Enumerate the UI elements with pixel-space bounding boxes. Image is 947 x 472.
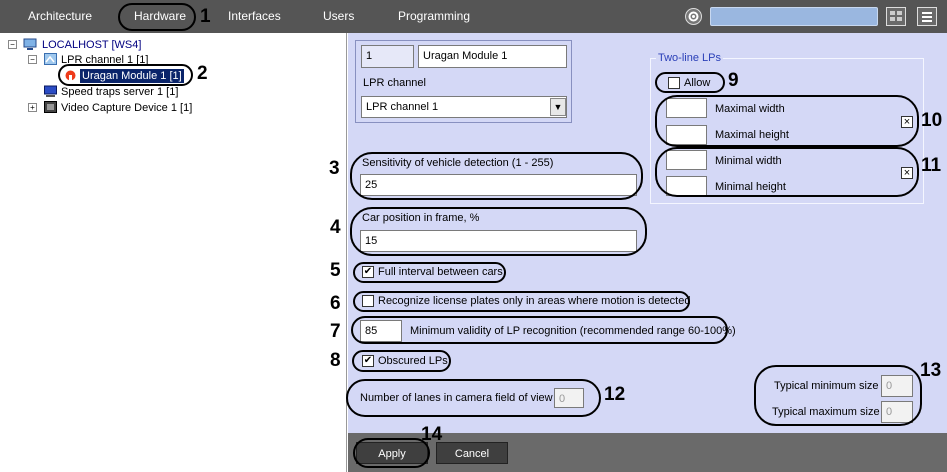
callout-number-9: 9 xyxy=(728,70,739,91)
chevron-down-icon[interactable]: ▼ xyxy=(550,98,566,116)
tab-architecture[interactable]: Architecture xyxy=(28,9,93,23)
tree-node-lpr-channel[interactable]: LPR channel 1 [1] xyxy=(61,54,149,66)
callout-ring-13 xyxy=(754,365,922,426)
min-height-label: Minimal height xyxy=(715,181,786,193)
lpr-channel-label: LPR channel xyxy=(363,77,426,89)
callout-ring-7 xyxy=(351,316,728,344)
collapse-lpr-icon[interactable]: − xyxy=(28,55,37,64)
tab-hardware[interactable]: Hardware xyxy=(134,9,187,23)
cancel-button[interactable]: Cancel xyxy=(436,442,508,464)
apply-button[interactable]: Apply xyxy=(356,442,428,464)
min-width-label: Minimal width xyxy=(715,155,782,167)
sensitivity-label: Sensitivity of vehicle detection (1 - 255) xyxy=(362,157,554,169)
callout-ring-9 xyxy=(655,72,725,93)
module-id-field: 1 xyxy=(361,45,414,68)
callout-ring-10 xyxy=(655,95,919,147)
two-line-lps-title: Two-line LPs xyxy=(658,52,721,64)
callout-ring-2 xyxy=(58,64,193,86)
callout-number-10: 10 xyxy=(921,110,943,131)
callout-number-2: 2 xyxy=(197,63,208,84)
layout-grid-icon[interactable] xyxy=(886,7,906,26)
callout-number-14: 14 xyxy=(421,424,443,445)
tree-node-video-capture[interactable]: Video Capture Device 1 [1] xyxy=(61,102,193,114)
sensitivity-field[interactable]: 25 xyxy=(360,174,637,196)
typical-max-field[interactable]: 0 xyxy=(881,401,913,423)
tab-users[interactable]: Users xyxy=(323,9,355,23)
max-width-label: Maximal width xyxy=(715,103,785,115)
callout-ring-4 xyxy=(350,207,647,256)
tab-interfaces[interactable]: Interfaces xyxy=(228,9,281,23)
max-height-label: Maximal height xyxy=(715,129,789,141)
lpr-channel-select[interactable]: LPR channel 1 xyxy=(361,96,567,118)
obscured-checkbox[interactable]: ✔ xyxy=(363,355,373,366)
callout-number-4: 4 xyxy=(330,217,341,238)
speed-traps-icon xyxy=(44,85,57,97)
car-position-label: Car position in frame, % xyxy=(362,212,480,224)
tree-node-speed-traps[interactable]: Speed traps server 1 [1] xyxy=(61,86,179,98)
callout-number-1: 1 xyxy=(200,6,211,27)
tab-programming[interactable]: Programming xyxy=(398,9,471,23)
video-capture-icon xyxy=(44,101,57,113)
callout-number-12: 12 xyxy=(604,384,626,405)
typical-max-label: Typical maximum size xyxy=(772,406,880,418)
callout-ring-5 xyxy=(353,262,506,283)
hardware-tree xyxy=(0,33,347,472)
callout-ring-6 xyxy=(353,291,690,312)
callout-ring-8 xyxy=(352,350,451,372)
lanes-field[interactable]: 0 xyxy=(554,388,584,408)
lpr-channel-icon xyxy=(44,53,57,65)
full-interval-label: Full interval between cars xyxy=(378,266,503,278)
module-name-field[interactable]: Uragan Module 1 xyxy=(418,45,567,68)
callout-number-6: 6 xyxy=(330,293,341,314)
collapse-root-icon[interactable]: − xyxy=(8,40,17,49)
callout-ring-12 xyxy=(346,379,601,417)
typical-min-label: Typical minimum size xyxy=(774,380,879,392)
callout-ring-1 xyxy=(118,3,196,31)
tree-node-localhost[interactable]: LOCALHOST [WS4] xyxy=(42,39,142,51)
callout-number-3: 3 xyxy=(329,158,340,179)
callout-ring-14 xyxy=(353,438,430,468)
callout-number-13: 13 xyxy=(920,360,942,381)
car-position-field[interactable]: 15 xyxy=(360,230,637,252)
callout-ring-3 xyxy=(350,152,643,200)
lanes-label: Number of lanes in camera field of view xyxy=(360,392,553,404)
full-interval-checkbox[interactable]: ✔ xyxy=(363,266,373,277)
recognize-motion-label: Recognize license plates only in areas where motion is detected xyxy=(378,295,691,307)
min-size-select-icon[interactable]: × xyxy=(901,167,913,179)
max-size-select-icon[interactable]: × xyxy=(901,116,913,128)
expand-video-icon[interactable]: + xyxy=(28,103,37,112)
callout-number-7: 7 xyxy=(330,321,341,342)
allow-label: Allow xyxy=(684,77,711,89)
search-input[interactable] xyxy=(710,7,878,26)
computer-icon xyxy=(23,38,36,50)
min-validity-field[interactable]: 85 xyxy=(360,320,402,342)
min-validity-label: Minimum validity of LP recognition (recommended range 60-100%) xyxy=(410,325,736,337)
callout-number-5: 5 xyxy=(330,260,341,281)
menu-list-icon[interactable] xyxy=(917,7,937,26)
obscured-label: Obscured LPs xyxy=(378,355,448,367)
callout-number-11: 11 xyxy=(921,155,942,176)
callout-number-8: 8 xyxy=(330,350,341,371)
tree-node-uragan-module[interactable]: Uragan Module 1 [1] xyxy=(82,70,182,82)
callout-ring-11 xyxy=(655,147,919,197)
settings-gear-icon[interactable] xyxy=(684,7,703,26)
typical-min-field[interactable]: 0 xyxy=(881,375,913,397)
